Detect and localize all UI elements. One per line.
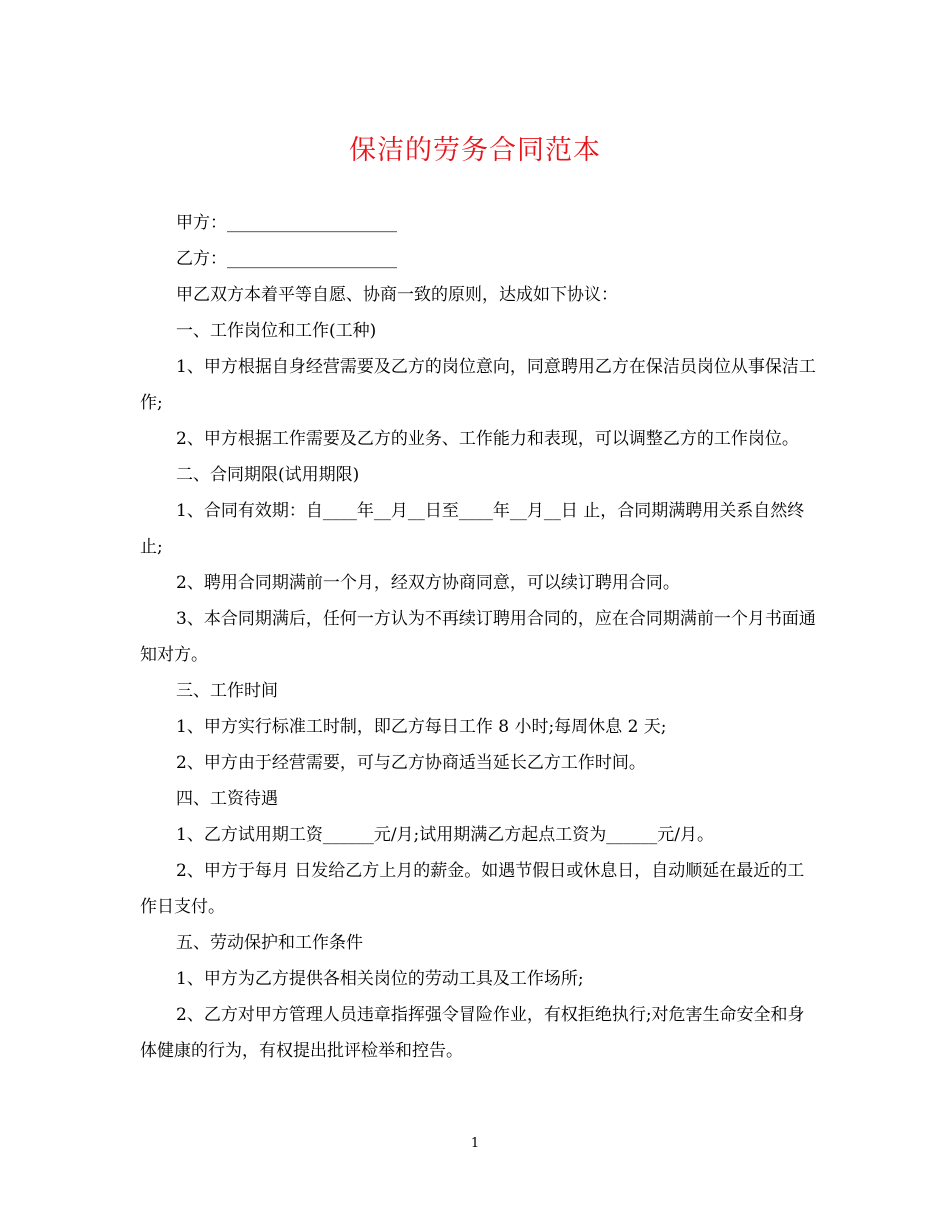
section-heading: 一、工作岗位和工作(工种) <box>176 321 377 341</box>
paragraph: 2、甲方根据工作需要及乙方的业务、工作能力和表现，可以调整乙方的工作岗位。 <box>176 429 799 449</box>
paragraph: 2、甲方由于经营需要，可与乙方协商适当延长乙方工作时间。 <box>176 753 646 773</box>
paragraph: 1、甲方根据自身经营需要及乙方的岗位意向，同意聘用乙方在保洁员岗位从事保洁工作; <box>140 357 816 413</box>
paragraph: 2、甲方于每月 日发给乙方上月的薪金。如遇节假日或休息日，自动顺延在最近的工作日支付。 <box>140 861 805 917</box>
paragraph: 1、甲方为乙方提供各相关岗位的劳动工具及工作场所; <box>176 969 584 989</box>
paragraph: 甲乙双方本着平等自愿、协商一致的原则，达成如下协议： <box>176 285 618 305</box>
page-number: 1 <box>470 1136 480 1151</box>
party-b-line: 乙方：____________________ <box>176 249 397 269</box>
section-heading: 二、合同期限(试用期限) <box>176 465 360 485</box>
paragraph: 3、本合同期满后，任何一方认为不再续订聘用合同的，应在合同期满前一个月书面通知对方。 <box>140 609 816 665</box>
party-a-line: 甲方：____________________ <box>176 213 397 233</box>
paragraph: 1、甲方实行标准工时制，即乙方每日工作 8 小时;每周休息 2 天; <box>176 717 667 737</box>
paragraph: 1、合同有效期：自____年__月__日至____年__月__日 止，合同期满聘用关系自然终止; <box>140 501 805 557</box>
section-heading: 五、劳动保护和工作条件 <box>176 933 363 953</box>
paragraph: 2、聘用合同期满前一个月，经双方协商同意，可以续订聘用合同。 <box>176 573 680 593</box>
paragraph: 2、乙方对甲方管理人员违章指挥强令冒险作业，有权拒绝执行;对危害生命安全和身体健康的行为，有权提出批评检举和控告。 <box>140 1005 805 1061</box>
document-body <box>140 205 820 1069</box>
paragraph: 1、乙方试用期工资______元/月;试用期满乙方起点工资为______元/月。 <box>176 825 714 845</box>
section-heading: 三、工作时间 <box>176 681 278 701</box>
document-title: 保洁的劳务合同范本 <box>349 135 601 166</box>
section-heading: 四、工资待遇 <box>176 789 278 809</box>
